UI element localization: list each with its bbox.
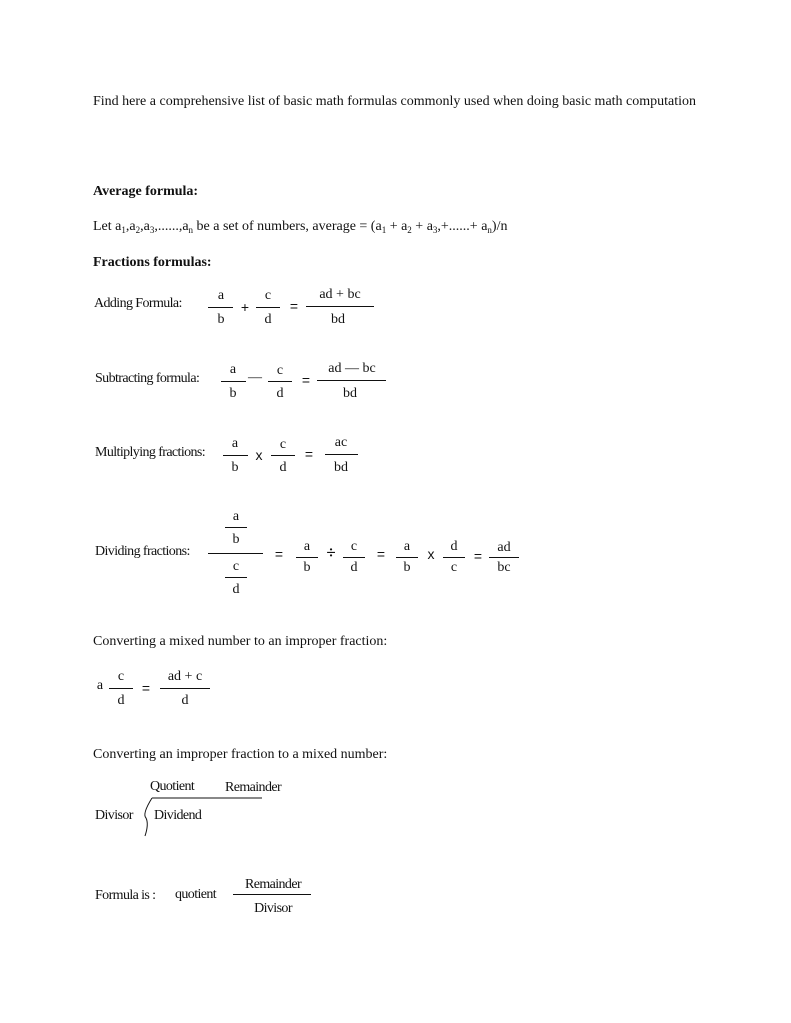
fractions-heading: Fractions formulas: — [93, 255, 212, 270]
dividing-top-b: b — [232, 532, 240, 547]
dividing-label: Dividing fractions: — [95, 544, 190, 559]
divisor-label: Divisor — [95, 808, 133, 823]
fraction-bar — [271, 455, 295, 456]
times-sign: x — [255, 447, 263, 463]
equals-sign: = — [473, 548, 483, 564]
equals-sign: = — [304, 446, 314, 462]
dividing-f1-den: b — [303, 560, 311, 575]
fraction-bar — [208, 307, 233, 308]
formula-numerator: Remainder — [244, 877, 302, 892]
dividing-f4-num: d — [450, 539, 458, 554]
dividing-bottom-c: c — [232, 559, 240, 574]
fraction-bar — [268, 381, 292, 382]
dividing-f1-num: a — [303, 539, 311, 554]
fraction-bar — [325, 454, 358, 455]
multiplying-label: Multiplying fractions: — [95, 445, 206, 460]
dividing-f3-den: b — [403, 560, 411, 575]
adding-label: Adding Formula: — [94, 296, 182, 311]
quotient-label: Quotient — [150, 779, 195, 794]
average-heading: Average formula: — [93, 184, 199, 199]
adding-numerator: ad + bc — [319, 287, 361, 302]
subtracting-a: a — [229, 362, 237, 377]
adding-b: b — [217, 312, 225, 327]
average-formula: Let $a_1,a_2,a_3,......,a_n$ be a set of numbers, average = $(a_1 + a_2 + a_3,+......+ a_n)/n$ — [93, 219, 508, 235]
main-fraction-bar — [208, 553, 263, 554]
dividend-label: Dividend — [154, 808, 202, 823]
fraction-bar — [443, 557, 465, 558]
fraction-bar — [306, 306, 374, 307]
multiplying-numerator: ac — [334, 435, 348, 450]
dividing-f3-num: a — [403, 539, 411, 554]
fraction-bar — [225, 577, 247, 578]
subtracting-d: d — [276, 386, 284, 401]
dividing-f4-den: c — [450, 560, 458, 575]
dividing-top-a: a — [232, 509, 240, 524]
formula-denominator: Divisor — [254, 901, 292, 916]
formula-quotient: quotient — [175, 887, 217, 902]
subtracting-numerator: ad — bc — [328, 361, 376, 376]
adding-denominator: bd — [331, 312, 345, 327]
remainder-label: Remainder — [225, 780, 282, 795]
dividing-result-den: bc — [497, 560, 511, 575]
fraction-bar — [343, 557, 365, 558]
equals-sign: = — [274, 546, 284, 562]
fraction-bar — [221, 381, 246, 382]
multiplying-denominator: bd — [334, 460, 348, 475]
adding-a: a — [217, 288, 225, 303]
dividing-f2-den: d — [350, 560, 358, 575]
fraction-bar — [109, 688, 133, 689]
subtracting-denominator: bd — [343, 386, 357, 401]
multiplying-c: c — [279, 437, 287, 452]
fraction-bar — [225, 527, 247, 528]
equals-sign: = — [289, 298, 299, 314]
fraction-bar — [233, 894, 311, 895]
subtracting-c: c — [276, 363, 284, 378]
dividing-bottom-d: d — [232, 582, 240, 597]
equals-sign: = — [141, 680, 151, 696]
improper-to-mixed-heading: Converting an improper fraction to a mixed number: — [93, 747, 388, 762]
mixed-c: c — [117, 669, 125, 684]
mixed-whole: a — [96, 678, 104, 693]
multiplying-d: d — [279, 460, 287, 475]
fraction-bar — [296, 557, 318, 558]
mixed-d: d — [117, 693, 125, 708]
equals-sign: = — [376, 546, 386, 562]
subtracting-b: b — [229, 386, 237, 401]
mixed-denominator: d — [181, 693, 189, 708]
times-sign: x — [427, 546, 435, 562]
intro-text: Find here a comprehensive list of basic math formulas commonly used when doing basic math computation — [93, 94, 697, 109]
mixed-numerator: ad + c — [167, 669, 203, 684]
fraction-bar — [160, 688, 210, 689]
dividing-f2-num: c — [350, 539, 358, 554]
adding-c: c — [264, 288, 272, 303]
multiplying-b: b — [231, 460, 239, 475]
dividing-result-num: ad — [497, 540, 511, 555]
adding-d: d — [264, 312, 272, 327]
minus-sign: — — [248, 370, 262, 385]
fraction-bar — [317, 380, 386, 381]
multiplying-a: a — [231, 436, 239, 451]
divide-sign: ÷ — [326, 543, 336, 562]
plus-sign: + — [240, 299, 250, 315]
subtracting-label: Subtracting formula: — [95, 371, 200, 386]
formula-label: Formula is : — [95, 888, 156, 903]
mixed-to-improper-heading: Converting a mixed number to an improper fraction: — [93, 634, 388, 649]
fraction-bar — [489, 557, 519, 558]
fraction-bar — [396, 557, 418, 558]
fraction-bar — [256, 307, 280, 308]
equals-sign: = — [301, 372, 311, 388]
fraction-bar — [223, 455, 248, 456]
